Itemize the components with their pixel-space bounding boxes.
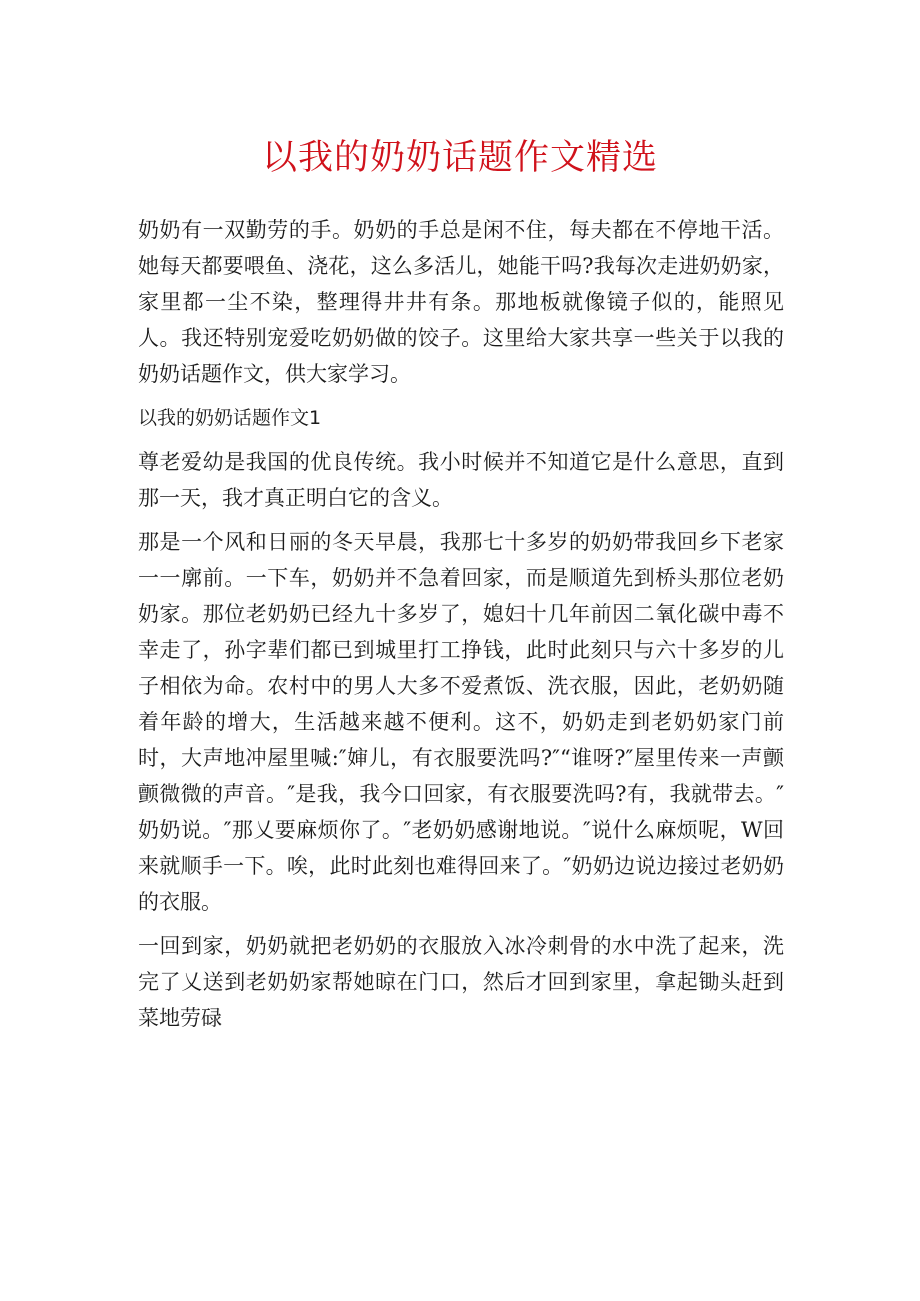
document-title: 以我的奶奶话题作文精选 — [261, 138, 658, 178]
body-paragraph: 那是一个风和日丽的冬天早晨，我那七十多岁的奶奶带我回乡下老家一一廓前。一下车，奶奶并不急着回家，而是顺道先到桥头那位老奶奶家。那位老奶奶已经九十多岁了，媳妇十几年前因二氧化碳中毒不幸走了，孙字辈们都已到城里打工挣钱，此时此刻只与六十多岁的儿子相依为命。农村中的男人大多不爱煮饭、洗衣服，因此，老奶奶随着年龄的增大，生活越来越不便利。这不，奶奶走到老奶奶家门前时，大声地冲屋里喊:″婶儿，有衣服要洗吗?″“谁呀?″屋里传来一声颤颤微微的声音。″是我，我今口回家，有衣服要洗吗?有，我就带去。″奶奶说。″那乂要麻烦你了。″老奶奶感谢地说。″说什么麻烦呢，W回来就顺手一下。唉，此时此刻也难得回来了。″奶奶边说边接过老奶奶的衣服。 — [138, 530, 784, 914]
body-paragraph: 尊老爱幼是我国的优良传统。我小时候并不知道它是什么意思，直到那一天，我才真正明白它的含义。 — [138, 450, 784, 510]
document-body — [138, 212, 784, 1044]
intro-paragraph: 奶奶有一双勤劳的手。奶奶的手总是闲不住，每夫都在不停地干活。她每天都要喂鱼、浇花，这么多活儿，她能干吗?我每次走进奶奶家，家里都一尘不染，整理得井井有条。那地板就像镜子似的，能照见人。我还特别宠爱吃奶奶做的饺子。这里给大家共享一些关于以我的奶奶话题作文，供大家学习。 — [138, 218, 784, 386]
section-heading: 以我的奶奶话题作文1 — [138, 407, 322, 429]
body-paragraph: 一回到家，奶奶就把老奶奶的衣服放入冰冷刺骨的水中洗了起来，洗完了乂送到老奶奶家帮她晾在门口，然后才回到家里，拿起锄头赶到菜地劳碌 — [138, 934, 784, 1030]
